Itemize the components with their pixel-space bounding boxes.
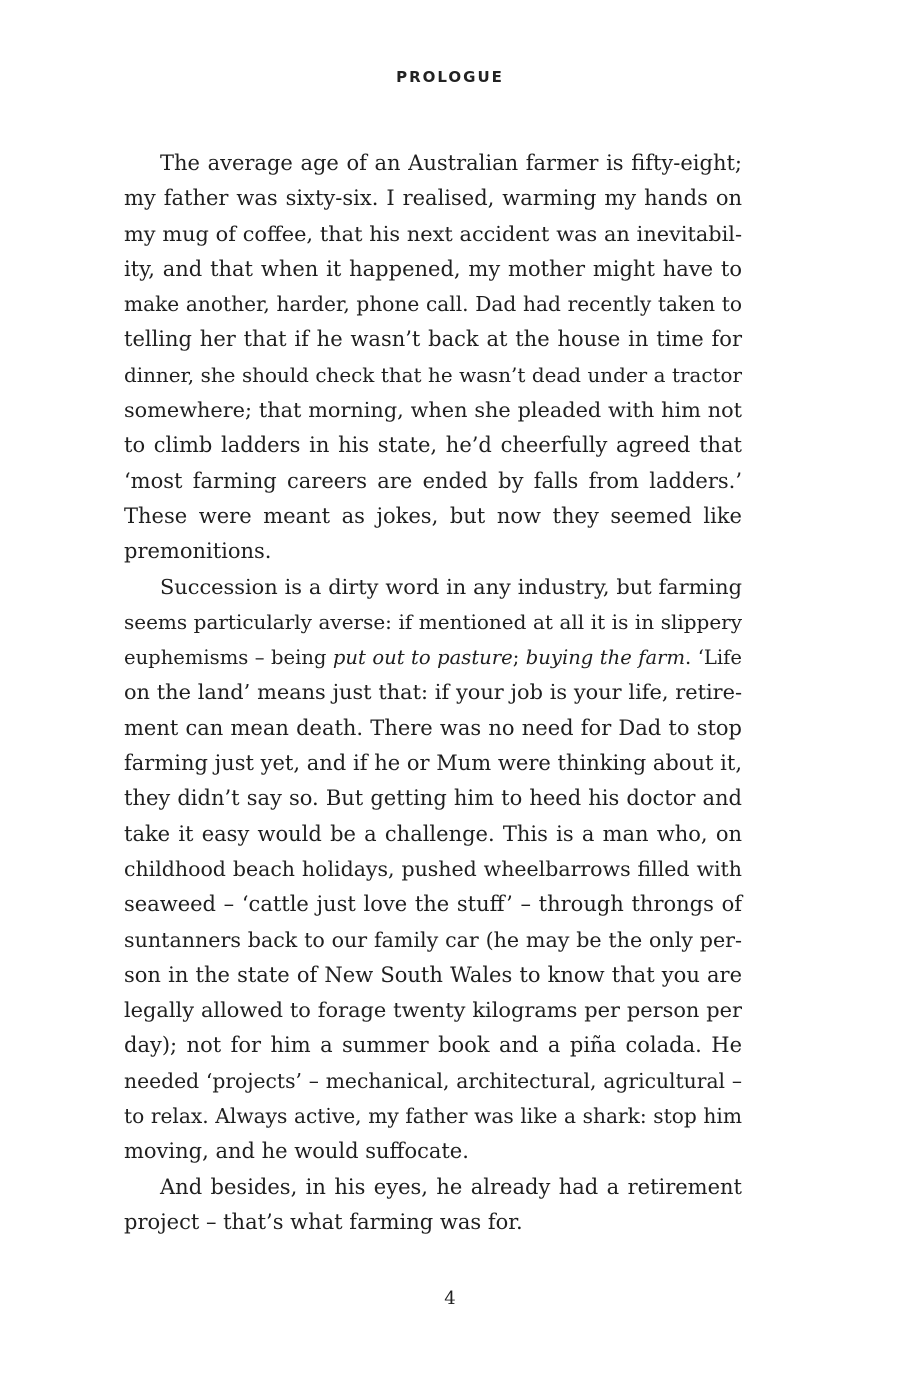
text-run: ;: [512, 646, 526, 670]
text-line: suntanners back to our family car (he may be the only per-: [124, 927, 742, 952]
text-line: make another, harder, phone call. Dad had recently taken to: [124, 292, 742, 317]
text-line: to relax. Always active, my father was like a shark: stop him: [124, 1104, 742, 1129]
text-line: to climb ladders in his state, he’d cheerfully agreed that: [124, 433, 742, 458]
text-line: premonitions.: [124, 539, 272, 564]
text-line: ment can mean death. There was no need for Dad to stop: [124, 715, 742, 740]
text-line: day); not for him a summer book and a piña colada. He: [124, 1033, 742, 1058]
text-line: The average age of an Australian farmer is fifty-eight;: [160, 151, 742, 175]
text-line: legally allowed to forage twenty kilograms per person per: [124, 998, 742, 1023]
text-line: moving, and he would suffocate.: [124, 1139, 469, 1164]
text-line: take it easy would be a challenge. This is a man who, on: [124, 821, 742, 846]
text-line: my mug of coffee, that his next accident was an inevitabil-: [124, 221, 742, 246]
page-number: 4: [444, 1288, 456, 1309]
text-line: Succession is a dirty word in any industry, but farming: [160, 574, 742, 599]
paragraph-1: [124, 146, 742, 570]
text-line: telling her that if he wasn’t back at the house in time for: [124, 327, 742, 352]
text-line: ity, and that when it happened, my mother might have to: [124, 256, 742, 281]
italic-phrase: put out to pasture: [332, 646, 513, 670]
text-line: And besides, in his eyes, he already had a retirement: [160, 1174, 742, 1199]
text-line: childhood beach holidays, pushed wheelbarrows filled with: [124, 856, 742, 881]
text-run: euphemisms – being: [124, 646, 333, 670]
text-line: These were meant as jokes, but now they seemed like: [124, 503, 742, 528]
paragraph-3: [124, 1170, 742, 1241]
text-line-with-italics: [124, 640, 742, 675]
text-line: on the land’ means just that: if your job is your life, retire-: [124, 680, 742, 705]
text-line: ‘most farming careers are ended by falls from ladders.’: [124, 468, 742, 493]
text-line: farming just yet, and if he or Mum were thinking about it,: [124, 751, 742, 776]
body-text: [124, 146, 742, 1240]
text-line: son in the state of New South Wales to know that you are: [124, 962, 742, 987]
text-line: project – that’s what farming was for.: [124, 1209, 523, 1234]
text-run: . ‘Life: [685, 646, 742, 670]
text-line: somewhere; that morning, when she pleaded with him not: [124, 398, 742, 423]
text-line: they didn’t say so. But getting him to heed his doctor and: [124, 786, 742, 811]
italic-phrase: buying the farm: [525, 646, 686, 670]
paragraph-2: [124, 570, 742, 1170]
text-line: dinner, she should check that he wasn’t dead under a tractor: [124, 363, 742, 387]
running-head: PROLOGUE: [396, 68, 504, 86]
text-line: seaweed – ‘cattle just love the stuff’ – through throngs of: [124, 892, 742, 917]
text-line: my father was sixty-six. I realised, warming my hands on: [124, 186, 742, 211]
text-line: needed ‘projects’ – mechanical, architectural, agricultural –: [124, 1068, 742, 1093]
text-line: seems particularly averse: if mentioned at all it is in slippery: [124, 609, 742, 634]
